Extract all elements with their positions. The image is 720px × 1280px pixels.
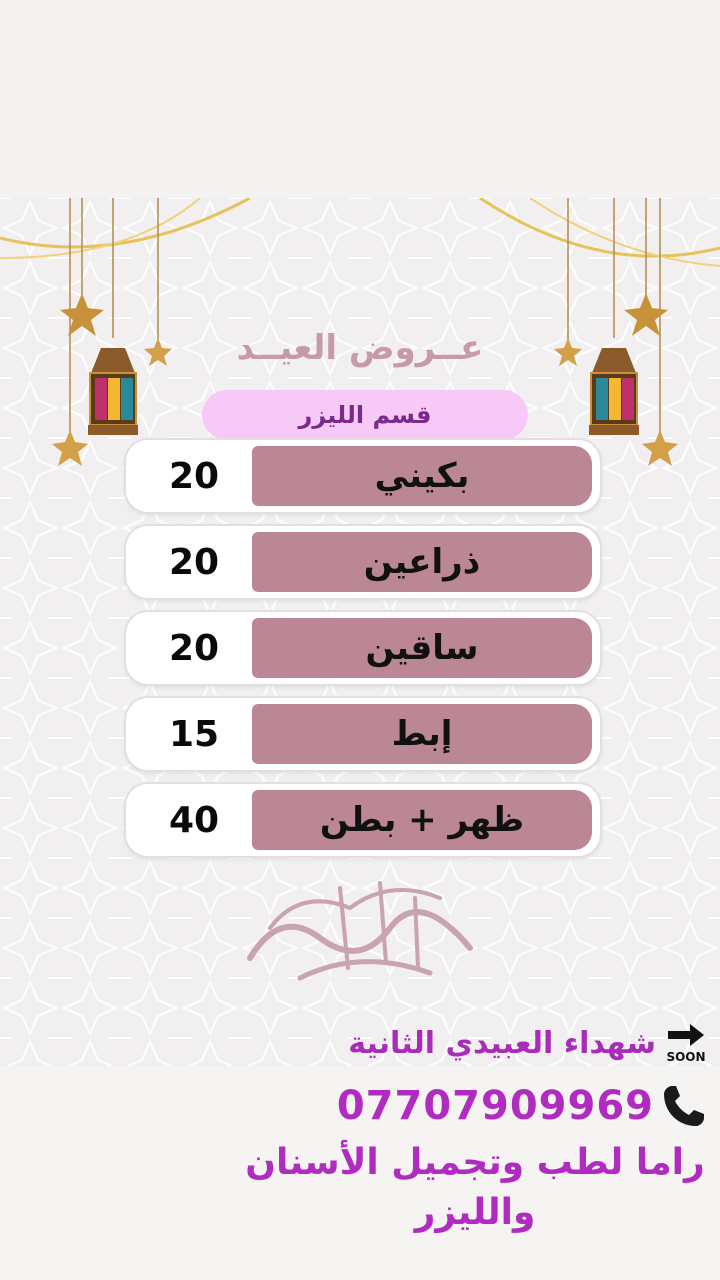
- clinic-name: [240, 1138, 710, 1238]
- offer-name: إبط: [391, 714, 453, 754]
- location-text: شهداء العبيدي الثانية: [348, 1025, 656, 1061]
- offer-name: ذراعين: [363, 542, 481, 582]
- offer-name-area: [252, 704, 592, 764]
- offer-name-area: [252, 618, 592, 678]
- offer-name-area: [252, 446, 592, 506]
- phone-number[interactable]: 07707909969: [336, 1083, 654, 1129]
- clinic-name-line1: راما لطب وتجميل الأسنان: [245, 1142, 705, 1183]
- location-line: [290, 1018, 710, 1068]
- offer-name: ساقين: [365, 628, 479, 668]
- offer-name-area: [252, 790, 592, 850]
- svg-text:SOON: SOON: [666, 1050, 706, 1064]
- soon-arrow-icon: [662, 1021, 710, 1065]
- offer-price: 40: [168, 799, 220, 841]
- offer-name: ظهر + بطن: [319, 800, 525, 840]
- offer-row: [126, 698, 600, 770]
- offer-row: [126, 440, 600, 512]
- offers-list: [126, 440, 600, 870]
- offer-price: 20: [168, 627, 220, 669]
- offer-price: 20: [168, 455, 220, 497]
- promo-poster: [0, 198, 720, 1066]
- offer-row: [126, 612, 600, 684]
- offer-row: [126, 784, 600, 856]
- offers-title: عــروض العيــد: [236, 328, 484, 368]
- clinic-name-line2: والليزر: [414, 1192, 536, 1233]
- section-label: قسم الليزر: [298, 401, 432, 429]
- offer-row: [126, 526, 600, 598]
- offer-name-area: [252, 532, 592, 592]
- phone-line: [290, 1076, 710, 1136]
- offer-price: 15: [168, 713, 220, 755]
- telephone-icon: [658, 1080, 710, 1132]
- offer-price: 20: [168, 541, 220, 583]
- offer-name: بكيني: [374, 456, 470, 496]
- section-label-pill: [202, 390, 528, 440]
- ramadan-kareem-calligraphy: [240, 868, 490, 998]
